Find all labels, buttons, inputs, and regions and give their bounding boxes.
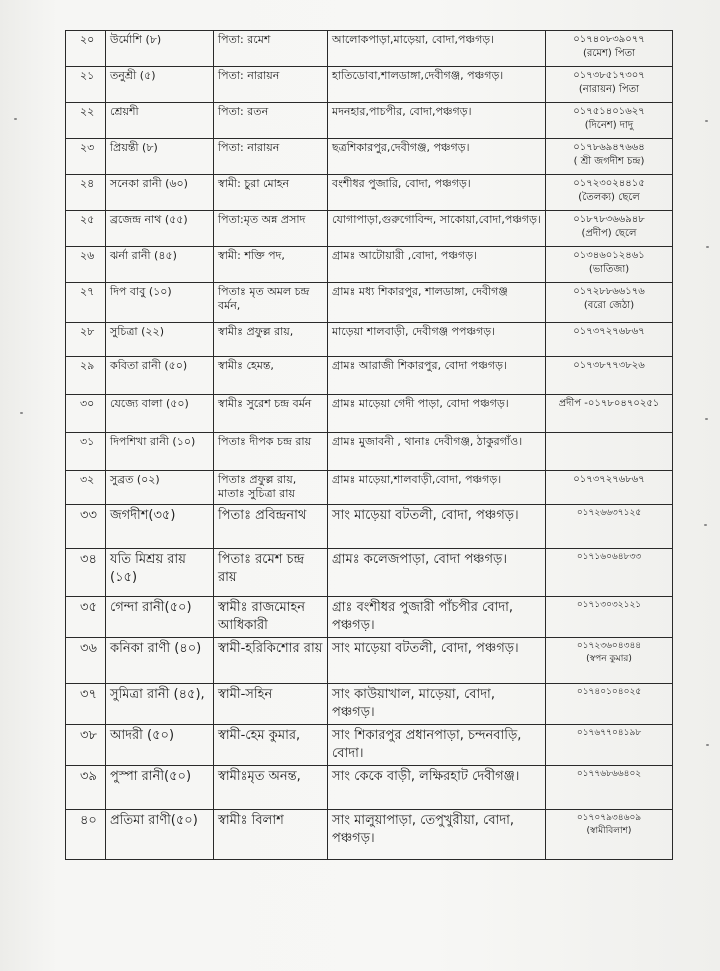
phone-number: ০১৭০৭৯৩৪৬০৯ [576,813,642,823]
guardian-name: স্বামীঃমৃত অনন্ত, [214,766,328,810]
phone-cell [546,505,673,549]
phone-number: প্রদীপ -০১৭৮০৪৭০২৫১ [558,398,660,409]
serial-number: ২৪ [66,175,106,211]
speck [704,524,707,526]
guardian-name: পিতা: নারায়ন [214,139,328,175]
guardian-name: স্বামী: শক্তি পদ, [214,247,328,283]
speck [706,246,709,248]
phone-cell [546,103,673,139]
address: গ্রামঃ আটোয়ারী ,বোদা, পঞ্চগড়। [328,247,546,283]
table-row [66,725,673,766]
table-row [66,67,673,103]
phone-number: ০১৭১৩০৩২১২১ [576,600,642,610]
serial-number: ৩৭ [66,684,106,725]
address: গ্রামঃ মুজাবনী , থানাঃ দেবীগঞ্জ, ঠাকুরগাঁও। [328,433,546,471]
phone-relation: ( শ্রী জগদীশ চন্দ্র) [573,156,645,167]
person-name: তনুশ্রী (৫) [106,67,214,103]
serial-number: ২২ [66,103,106,139]
guardian-name: পিতাঃ দীপক চন্দ্র রায় [214,433,328,471]
phone-relation: (তৈলক্য) ছেলে [578,192,640,203]
address: সাং কেকে বাড়ী, লক্ষিরহাট দেবীগঞ্জ। [328,766,546,810]
phone-number: ০১৭৪০১০৪০২৫ [576,687,642,697]
table-row [66,31,673,67]
person-name: সুমিত্রা রানী (৪৫), [106,684,214,725]
phone-relation: (স্বামীবিলাশ) [586,826,632,836]
guardian-name: স্বামী: চুরা মোহন [214,175,328,211]
phone-number: ০১৭৩৭২৭৬৮৬৭ [573,474,645,485]
person-name: কনিকা রাণী (৪০) [106,638,214,684]
address: গ্রামঃ মধ্য শিকারপুর, শালডাঙ্গা, দেবীগঞ্জ [328,283,546,323]
guardian-name: স্বামী-হেম কুমার, [214,725,328,766]
speck [705,418,708,420]
serial-number: ৩১ [66,433,106,471]
address: মাড়েয়া শালবাড়ী, দেবীগঞ্জ পপঞ্চগড়। [328,323,546,357]
person-name: সুচিত্রা (২২) [106,323,214,357]
serial-number: ২১ [66,67,106,103]
address: গ্রামঃ মাড়েয়া গেদী পাড়া, বোদা পঞ্চগড়। [328,395,546,433]
serial-number: ২৯ [66,357,106,395]
person-name: গেন্দা রানী(৫০) [106,597,214,638]
phone-number: ০১৭১৬০৬৪৮৩৩ [576,552,642,562]
address: গ্রামঃ কলেজপাড়া, বোদা পঞ্চগড়। [328,549,546,597]
phone-cell [546,139,673,175]
phone-cell [546,471,673,505]
table-row [66,505,673,549]
address: হাতিডোবা,শালডাঙ্গা,দেবীগঞ্জ, পঞ্চগড়। [328,67,546,103]
phone-relation: (নারায়ন) পিতা [578,84,640,95]
person-name: যেজ্যে বালা (৫০) [106,395,214,433]
address: বংশীধর পুজারি, বোদা, পঞ্চগড়। [328,175,546,211]
table-row [66,433,673,471]
phone-cell [546,31,673,67]
speck [14,118,17,120]
phone-cell [546,357,673,395]
address: সাং মালুয়াপাড়া, তেপুখুরীয়া, বোদা, পঞ্চগড়। [328,810,546,860]
guardian-name: পিতাঃ প্রফুল্ল রায়, মাতাঃ সুচিত্রা রায় [214,471,328,505]
serial-number: ৩৪ [66,549,106,597]
phone-number: ০১৩৪৬০১২৪৬১ [573,250,645,261]
table-row [66,395,673,433]
phone-relation: (দিনেশ) দাদু [584,120,634,131]
phone-cell [546,810,673,860]
address: সাং মাড়েয়া বটতলী, বোদা, পঞ্চগড়। [328,505,546,549]
address: গ্রাঃ বংশীধর পুজারী পাঁচপীর বোদা, পঞ্চগড়। [328,597,546,638]
table-row [66,549,673,597]
address: সাং মাড়েয়া বটতলী, বোদা, পঞ্চগড়। [328,638,546,684]
table-row [66,684,673,725]
guardian-name: পিতা: রমেশ [214,31,328,67]
phone-cell [546,395,673,433]
phone-number: ০১৭৪০৮৩৯০৭৭ [573,34,645,45]
serial-number: ৩৫ [66,597,106,638]
address: সাং কাউয়াখাল, মাড়েয়া, বোদা, পঞ্চগড়। [328,684,546,725]
address: গ্রামঃ মাড়েয়া,শালবাড়ী,বোদা, পঞ্চগড়। [328,471,546,505]
phone-cell [546,766,673,810]
phone-number: ০১৭২৩০২৪৪১৫ [573,178,645,189]
guardian-name: স্বামীঃ বিলাশ [214,810,328,860]
phone-cell [546,283,673,323]
person-name: ব্রজেন্দ্র নাথ (৫৫) [106,211,214,247]
address: যোগাপাড়া,গুরুগোবিন্দ, সাকোয়া,বোদা,পঞ্চগড়। [328,211,546,247]
serial-number: ৩২ [66,471,106,505]
phone-number: ০১৭৬৭৭০৪১৯৮ [576,728,642,738]
phone-cell [546,597,673,638]
phone-cell [546,549,673,597]
speck [20,412,23,414]
phone-number: ০১৭২৩৬০৪৩৪৪ [576,641,642,651]
person-name: দিপশিখা রানী (১০) [106,433,214,471]
serial-number: ২৭ [66,283,106,323]
phone-cell [546,175,673,211]
phone-cell [546,638,673,684]
person-name: প্রতিমা রাণী(৫০) [106,810,214,860]
guardian-name: স্বামী-হরিকিশোর রায় [214,638,328,684]
guardian-name: পিতা: নারায়ন [214,67,328,103]
table-row [66,247,673,283]
serial-number: ২৫ [66,211,106,247]
phone-relation: (প্রদীপ) ছেলে [581,228,637,239]
guardian-name: স্বামীঃ রাজমোহন আধিকারী [214,597,328,638]
phone-relation: (বরো জেঠা) [583,300,635,311]
guardian-name: পিতাঃ রমেশ চন্দ্র রায় [214,549,328,597]
person-name: পুস্পা রানী(৫০) [106,766,214,810]
phone-number: ০১৭৩৭২৭৬৮৬৭ [573,326,645,337]
guardian-name: স্বামীঃ সুরেশ চন্দ্র বর্মন [214,395,328,433]
guardian-name: স্বামী-সহিন [214,684,328,725]
table-row [66,597,673,638]
phone-relation: (স্বপন কুমার) [586,654,632,664]
phone-relation: (ভাতিজা) [588,264,630,275]
serial-number: ৩৩ [66,505,106,549]
person-name: যতি মিশ্রয় রায় (১৫) [106,549,214,597]
guardian-name: পিতাঃ মৃত অমল চন্দ্র বর্মন, [214,283,328,323]
speck [706,744,709,746]
phone-relation: (রমেশ) পিতা [582,48,636,59]
guardian-name: পিতাঃ প্রবিন্দ্রনাথ [214,505,328,549]
address: ছত্রশিকারপুর,দেবীগঞ্জ, পঞ্চগড়। [328,139,546,175]
guardian-name: পিতা:মৃত অন্ন প্রসাদ [214,211,328,247]
phone-cell [546,247,673,283]
serial-number: ২৩ [66,139,106,175]
table-row [66,283,673,323]
table-row [66,103,673,139]
serial-number: ৩৮ [66,725,106,766]
phone-cell [546,725,673,766]
person-name: আদরী (৫০) [106,725,214,766]
phone-number: ০১৮৭৮৩৬৬৯৪৮ [573,214,645,225]
phone-number: ০১৭৮৬৯৪৭৬৬৪ [573,142,645,153]
phone-cell [546,323,673,357]
phone-number: ০১৭৩৮৭৭৩৮২৬ [573,360,645,371]
phone-number: ০১৭৩৮৫১৭৩০৭ [573,70,645,81]
person-name: ঝর্না রানী (৪৫) [106,247,214,283]
phone-cell [546,211,673,247]
address: আলোকপাড়া,মাড়েয়া, বোদা,পঞ্চগড়। [328,31,546,67]
table-row [66,471,673,505]
guardian-name: স্বামীঃ হেমন্ত, [214,357,328,395]
table-row [66,139,673,175]
person-name: জগদীশ(৩৫) [106,505,214,549]
phone-cell [546,684,673,725]
person-name: উর্মোশি (৮) [106,31,214,67]
address: মদনহার,পাচপীর, বোদা,পঞ্চগড়। [328,103,546,139]
person-name: সুব্রত (০২) [106,471,214,505]
table-row [66,175,673,211]
address: গ্রামঃ আরাজী শিকারপুর, বোদা পঞ্চগড়। [328,357,546,395]
address: সাং শিকারপুর প্রধানপাড়া, চন্দনবাড়ি, বোদা। [328,725,546,766]
person-name: সনেকা রানী (৬০) [106,175,214,211]
speck [705,120,708,122]
phone-cell [546,67,673,103]
table-row [66,810,673,860]
serial-number: ২৮ [66,323,106,357]
serial-number: ৩০ [66,395,106,433]
person-name: শ্রেয়শী [106,103,214,139]
person-name: দিপ বাবু (১০) [106,283,214,323]
serial-number: ৩৯ [66,766,106,810]
serial-number: ২৬ [66,247,106,283]
table-row [66,766,673,810]
beneficiary-table [65,30,673,860]
serial-number: ২০ [66,31,106,67]
serial-number: ৪০ [66,810,106,860]
phone-number: ০১৭২৮৮৬৬১৭৬ [573,286,645,297]
guardian-name: স্বামীঃ প্রফুল্ল রায়, [214,323,328,357]
person-name: প্রিয়ন্তী (৮) [106,139,214,175]
table-row [66,357,673,395]
phone-number: ০১৭৫১৪০১৬২৭ [573,106,645,117]
table-row [66,323,673,357]
phone-number: ০১৭২৬৬৩৭১২৫ [576,508,642,518]
serial-number: ৩৬ [66,638,106,684]
table-row [66,638,673,684]
person-name: কবিতা রানী (৫০) [106,357,214,395]
table-row [66,211,673,247]
guardian-name: পিতা: রতন [214,103,328,139]
phone-number: ০১৭৭৬৮৬৬৪০২ [576,769,642,779]
phone-cell [546,433,673,471]
